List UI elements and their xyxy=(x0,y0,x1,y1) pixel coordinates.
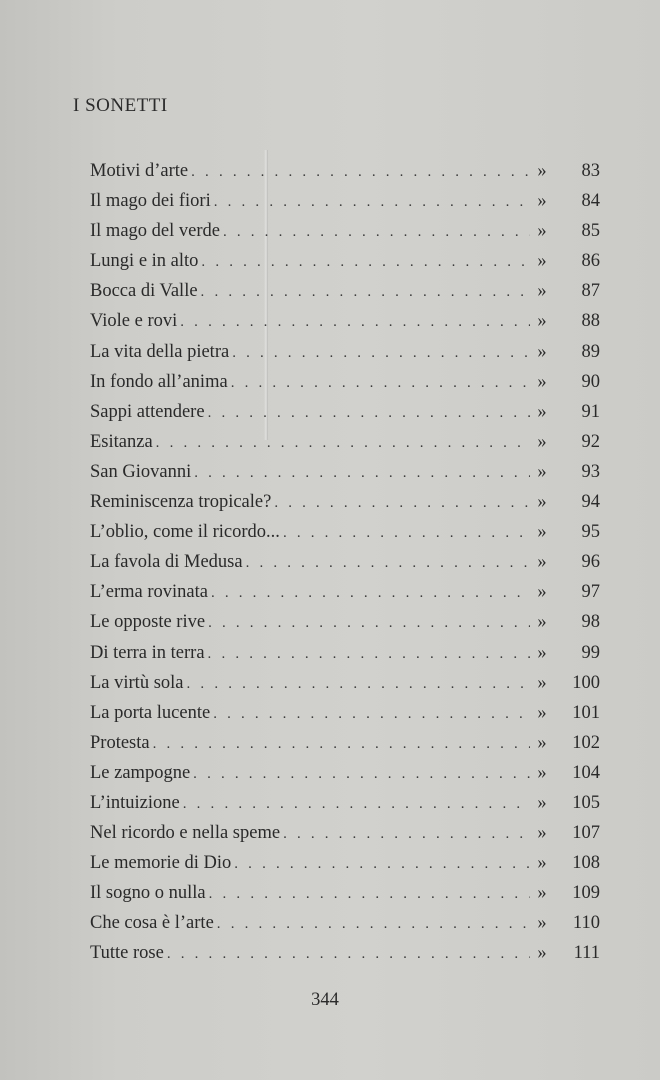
toc-entry-page: 107 xyxy=(572,823,600,844)
guillemet-separator: » xyxy=(537,642,547,663)
dot-leader xyxy=(232,338,530,368)
toc-entry-page: 102 xyxy=(572,732,600,753)
guillemet-separator: » xyxy=(537,341,547,362)
toc-entry-page: 85 xyxy=(581,221,600,242)
toc-entry-page: 96 xyxy=(581,552,600,573)
toc-entry-title: Tutte rose xyxy=(90,943,164,964)
guillemet-separator: » xyxy=(537,552,547,573)
toc-entry-title: L’erma rovinata xyxy=(90,582,208,603)
toc-entry-title: Bocca di Valle xyxy=(90,281,198,302)
toc-entry xyxy=(90,848,600,878)
dot-leader xyxy=(201,277,530,307)
guillemet-separator: » xyxy=(537,762,547,783)
toc-entry-title: Che cosa è l’arte xyxy=(90,913,214,934)
toc-entry-title: La favola di Medusa xyxy=(90,552,243,573)
dot-leader xyxy=(153,729,530,759)
guillemet-separator: » xyxy=(537,251,547,272)
toc-entry xyxy=(90,878,600,908)
toc-entry-page: 101 xyxy=(572,702,600,723)
toc-entry xyxy=(90,638,600,668)
guillemet-separator: » xyxy=(537,883,547,904)
toc-entry-page: 109 xyxy=(572,883,600,904)
toc-entry-page: 95 xyxy=(581,522,600,543)
toc-entry xyxy=(90,668,600,698)
guillemet-separator: » xyxy=(537,612,547,633)
table-of-contents xyxy=(90,156,600,969)
guillemet-separator: » xyxy=(537,732,547,753)
guillemet-separator: » xyxy=(537,161,547,181)
dot-leader xyxy=(283,518,530,548)
guillemet-separator: » xyxy=(537,371,547,392)
toc-entry-title: L’intuizione xyxy=(90,792,180,813)
toc-entry-page: 110 xyxy=(572,913,600,934)
toc-entry xyxy=(90,186,600,216)
toc-entry-page: 93 xyxy=(581,461,600,482)
toc-entry-title: La vita della pietra xyxy=(90,341,230,362)
toc-entry xyxy=(90,758,600,788)
dot-leader xyxy=(234,849,530,879)
toc-entry xyxy=(90,818,600,848)
guillemet-separator: » xyxy=(537,461,547,482)
section-title: I SONETTI xyxy=(73,95,168,116)
dot-leader xyxy=(201,247,530,277)
dot-leader xyxy=(283,819,530,849)
toc-entry-page: 84 xyxy=(581,191,600,212)
dot-leader xyxy=(274,488,530,518)
guillemet-separator: » xyxy=(537,522,547,543)
guillemet-separator: » xyxy=(537,221,547,242)
toc-entry-page: 83 xyxy=(581,161,600,181)
guillemet-separator: » xyxy=(537,401,547,422)
guillemet-separator: » xyxy=(537,311,547,332)
dot-leader xyxy=(217,909,530,939)
toc-entry-title: Il mago dei fiori xyxy=(90,191,211,212)
dot-leader xyxy=(167,939,530,969)
toc-entry-page: 104 xyxy=(572,762,600,783)
toc-entry-page: 91 xyxy=(581,401,600,422)
dot-leader xyxy=(223,217,530,247)
dot-leader xyxy=(211,578,530,608)
guillemet-separator: » xyxy=(537,823,547,844)
toc-entry-title: Le opposte rive xyxy=(90,612,206,633)
toc-entry-title: Reminiscenza tropicale? xyxy=(90,492,272,513)
toc-entry-title: Protesta xyxy=(90,732,150,753)
toc-entry xyxy=(90,577,600,607)
toc-entry xyxy=(90,487,600,517)
toc-entry xyxy=(90,908,600,938)
guillemet-separator: » xyxy=(537,792,547,813)
dot-leader xyxy=(213,699,530,729)
toc-entry-page: 99 xyxy=(581,642,600,663)
toc-entry-title: La porta lucente xyxy=(90,702,211,723)
dot-leader xyxy=(209,879,530,909)
toc-entry xyxy=(90,216,600,246)
toc-entry-title: Il mago del verde xyxy=(90,221,220,242)
guillemet-separator: » xyxy=(537,702,547,723)
toc-entry-page: 105 xyxy=(572,792,600,813)
toc-entry xyxy=(90,427,600,457)
toc-entry-title: Nel ricordo e nella speme xyxy=(90,823,281,844)
toc-entry-page: 86 xyxy=(581,251,600,272)
toc-entry xyxy=(90,246,600,276)
toc-entry-page: 108 xyxy=(572,853,600,874)
toc-entry-title: Lungi e in alto xyxy=(90,251,199,272)
toc-entry xyxy=(90,276,600,306)
toc-entry-page: 94 xyxy=(581,492,600,513)
guillemet-separator: » xyxy=(537,431,547,452)
toc-entry xyxy=(90,156,600,186)
toc-entry-page: 88 xyxy=(581,311,600,332)
toc-entry-title: Viole e rovi xyxy=(90,311,178,332)
dot-leader xyxy=(246,548,530,578)
dot-leader xyxy=(193,759,530,789)
toc-entry xyxy=(90,788,600,818)
dot-leader xyxy=(183,789,530,819)
dot-leader xyxy=(208,608,530,638)
toc-entry-title: Sappi attendere xyxy=(90,401,205,422)
toc-entry xyxy=(90,337,600,367)
toc-entry-page: 92 xyxy=(581,431,600,452)
toc-entry-title: La virtù sola xyxy=(90,672,184,693)
guillemet-separator: » xyxy=(537,943,547,964)
dot-leader xyxy=(191,157,530,187)
toc-entry xyxy=(90,517,600,547)
toc-entry-title: Motivi d’arte xyxy=(90,161,189,181)
guillemet-separator: » xyxy=(537,582,547,603)
toc-entry xyxy=(90,457,600,487)
guillemet-separator: » xyxy=(537,853,547,874)
dot-leader xyxy=(214,187,530,217)
toc-entry xyxy=(90,547,600,577)
toc-entry-title: San Giovanni xyxy=(90,461,192,482)
guillemet-separator: » xyxy=(537,191,547,212)
toc-entry-title: Il sogno o nulla xyxy=(90,883,206,904)
toc-entry-page: 87 xyxy=(581,281,600,302)
toc-entry xyxy=(90,728,600,758)
toc-entry xyxy=(90,367,600,397)
guillemet-separator: » xyxy=(537,913,547,934)
toc-entry xyxy=(90,306,600,336)
toc-entry-page: 97 xyxy=(581,582,600,603)
toc-entry-page: 111 xyxy=(573,943,600,964)
page-number: 344 xyxy=(311,990,339,1010)
toc-entry xyxy=(90,397,600,427)
toc-entry-page: 89 xyxy=(581,341,600,362)
dot-leader xyxy=(156,428,530,458)
guillemet-separator: » xyxy=(537,281,547,302)
dot-leader xyxy=(180,307,530,337)
toc-entry xyxy=(90,698,600,728)
guillemet-separator: » xyxy=(537,492,547,513)
toc-entry-page: 90 xyxy=(581,371,600,392)
toc-entry-title: Di terra in terra xyxy=(90,642,205,663)
toc-entry-title: In fondo all’anima xyxy=(90,371,228,392)
dot-leader xyxy=(187,669,530,699)
toc-entry-title: Esitanza xyxy=(90,431,153,452)
toc-entry-page: 100 xyxy=(572,672,600,693)
dot-leader xyxy=(208,639,530,669)
guillemet-separator: » xyxy=(537,672,547,693)
toc-entry xyxy=(90,938,600,968)
toc-entry-title: Le zampogne xyxy=(90,762,191,783)
toc-entry xyxy=(90,607,600,637)
dot-leader xyxy=(231,368,530,398)
toc-entry-page: 98 xyxy=(581,612,600,633)
toc-entry-title: Le memorie di Dio xyxy=(90,853,232,874)
dot-leader xyxy=(194,458,530,488)
dot-leader xyxy=(208,398,530,428)
toc-entry-title: L’oblio, come il ricordo... xyxy=(90,522,280,543)
